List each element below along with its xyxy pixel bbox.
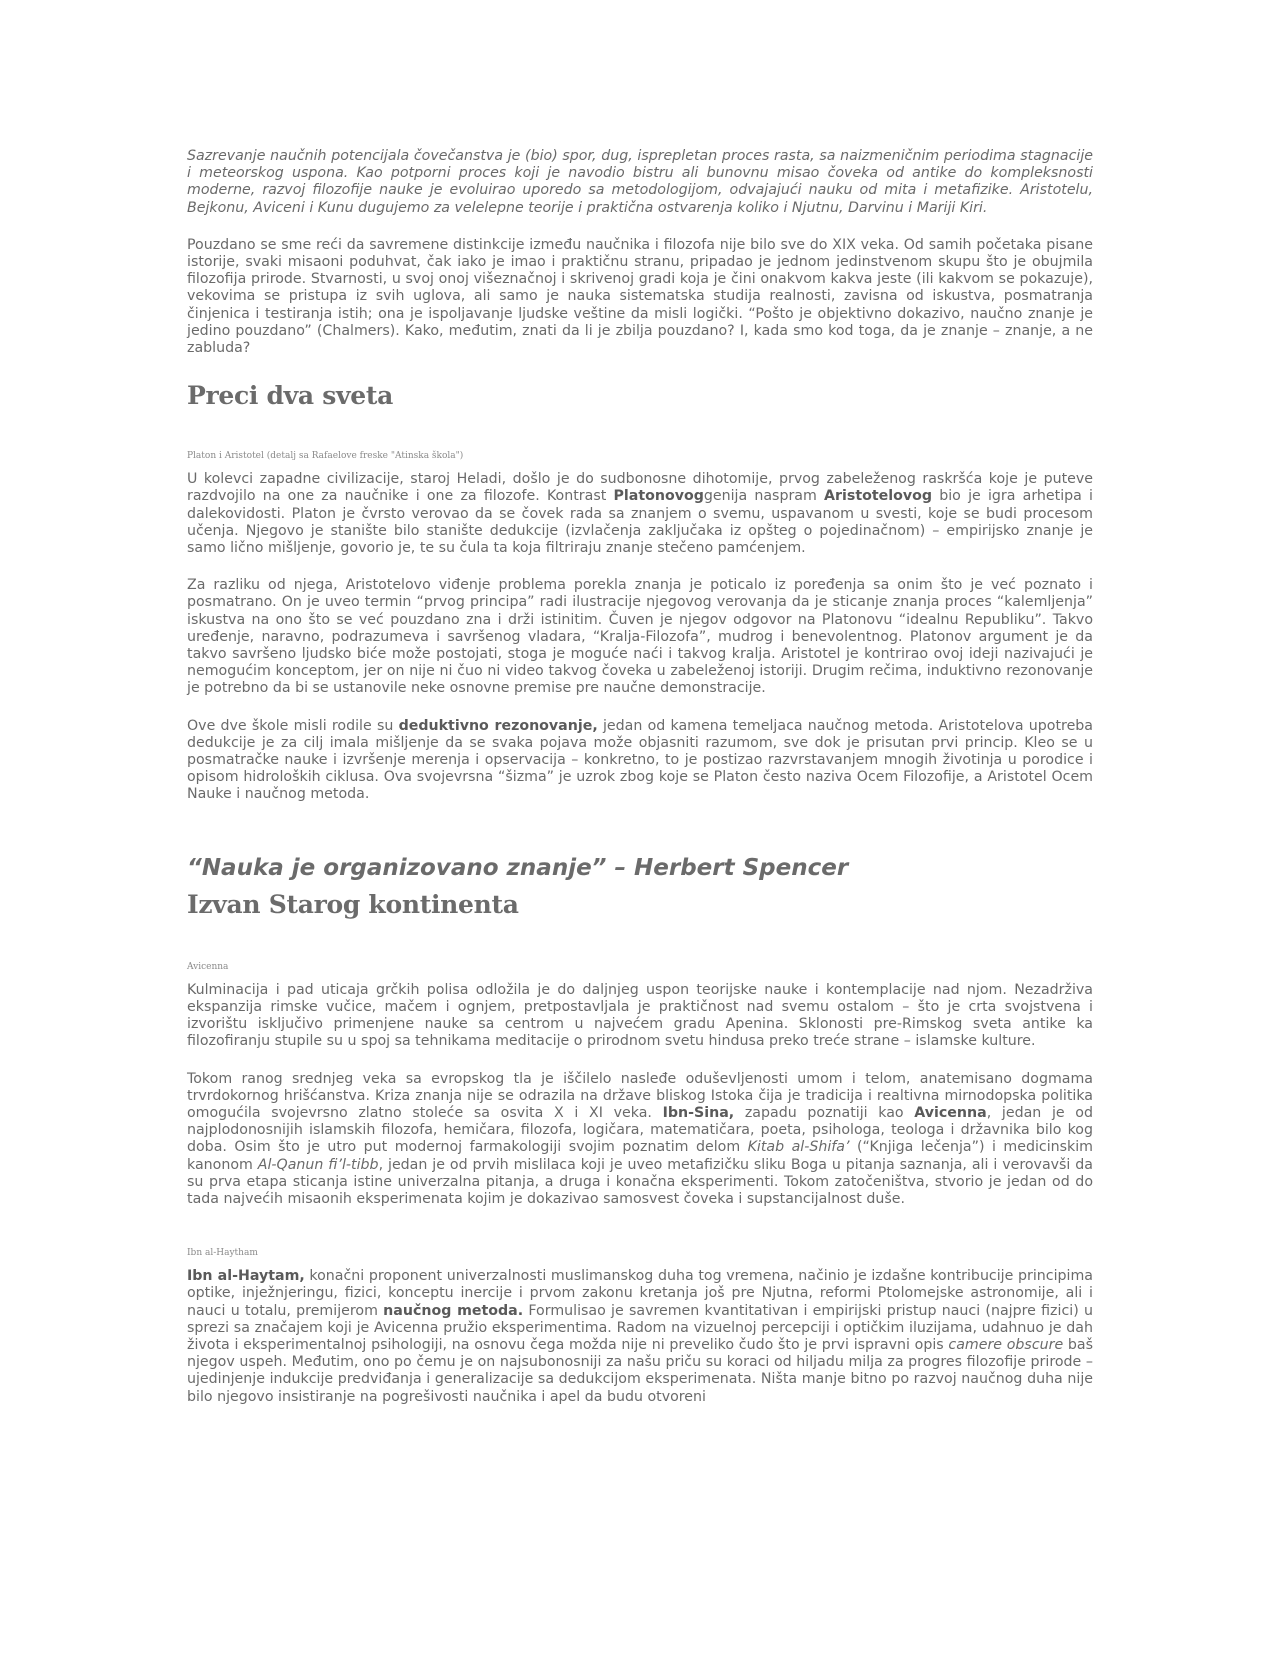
image-caption-avicenna: Avicenna bbox=[187, 961, 229, 972]
text-run: baš njegov uspeh. Međutim, ono po čemu je on najsubonosniji za našu priču su koraci od hiljadu milja za progres filozofije prirode – ujedinjenje indukcije predviđanja i generalizacije sa dedukcijom eksperimenata. Ništa manje bitno po razvoj naučnog duha nije bilo njegovo insistiranje na pogrešivosti naučnika i apel da budu otvoreni bbox=[187, 1336, 1094, 1405]
text-run: , jedan je od najplodonosnijih islamskih filozofa, hemičara, filozofa, logičara, matematičara, poeta, psihologa, teologa i državnika bilo kog doba. Osim što je utro put modernoj farmakologiji svojim poznatim delom bbox=[187, 1104, 1093, 1156]
image-caption-ibn-al-haytham: Ibn al-Haytham bbox=[187, 1248, 258, 1259]
text-run: genija naspram bbox=[703, 488, 825, 505]
paragraph-philosophy-of-nature: Pouzdano se sme reći da savremene distinkcije između naučnika i filozofa nije bilo sve do XIX veka. Od samih početaka pisane istorije, svaki misaoni poduhvat, čak iako je imao i praktičnu stranu, pripadao je jednom jedinstvenom skupu što je obujmila filozofija prirode. Stvarnosti, u svoj onoj višeznačnoj i skrivenoj gradi koja je čini onakvom kakva jeste (ili kakvom se pokazuje), vekovima se pristupa iz svih uglova, ali samo je nauka sistematska studija realnosti, zavisna od iskustva, posmatranja činjenica i testiranja istih; ona je ispoljavanje ljudske veštine da misli logički. “Pošto je objektivno dokazivo, naučno znanje je jedino pouzdano” (Chalmers). Kako, međutim, znati da li je zbilja pouzdano? I, kada smo kod toga, da je znanje – znanje, a ne zabluda? bbox=[187, 236, 1093, 357]
text-run: zapadu poznatiji kao bbox=[734, 1104, 915, 1121]
text-run: jedan od kamena temeljaca naučnog metoda. Aristotelova upotreba dedukcije je za cilj imala mišljenje da se svaka pojava može objasniti razumom, sve dok je prisutan prvi princip. Kleo se u posmatračke nauke i izvršenje merenja i opservacija – konkretno, to je postizao razvrstavanjem mnogih životinja u porodice i opisom hidroloških ciklusa. Ova svojevrsna “šizma” je uzrok zbog koje se Platon često naziva Ocem Filozofije, a Aristotel Ocem Nauke i naučnog metoda. bbox=[187, 717, 1093, 803]
italic-kitab-al-shifa: Kitab al-Shifa’ bbox=[747, 1139, 850, 1156]
bold-naucnog-metoda: naučnog metoda. bbox=[383, 1302, 524, 1319]
document-page bbox=[187, 148, 1093, 1426]
bold-aristotelovog: Aristotelovog bbox=[824, 488, 933, 505]
bold-ibn-al-haytam: Ibn al-Haytam, bbox=[187, 1268, 305, 1285]
paragraph-kulminacija: Kulminacija i pad uticaja grčkih polisa odložila je do daljnjeg uspon teorijske nauke i kontemplacije nad njom. Nezadrživa ekspanzija rimske vučice, mačem i ognjem, pretpostavljala je praktičnost nad svemu ostalom – što je crta svojstvena i izvorištu isključivo primenjene nauke sa centrom u najvećem gradu Apenina. Sklonosti pre-Rimskog sveta antike ka filozofiranju stupile su u spoj sa tehnikama meditacije o prirodnom svetu hindusa preko treće strane – islamske kulture. bbox=[187, 981, 1093, 1050]
text-run: Ove dve škole misli rodile su bbox=[187, 717, 399, 734]
image-caption-platon-aristotel: Platon i Aristotel (detalj sa Rafaelove freske "Atinska škola") bbox=[187, 451, 464, 462]
text-run: Tokom ranog srednjeg veka sa evropskog tla je iščilelo nasleđe oduševljenosti umom i telom, anatemisano dogmama trvrdokornog hrišćanstva. Kriza znanja nije se odrazila na države bliskog Istoka čija je tradicija i realtivna mirnodopska politika omogućila svojevrsno zlatno stoleće sa osvita X i XI veka. bbox=[187, 1070, 1093, 1121]
paragraph-aristotel: Za razliku od njega, Aristotelovo viđenje problema porekla znanja je poticalo iz poređenja sa onim što je već poznato i posmatrano. On je uveo termin “prvog principa” radi ilustracije njegovog verovanja da je sticanje znanja proces “kalemljenja” iskustva na ono što se već pouzdano zna i drži istinitim. Čuven je njegov odgovor na Platonovu “idealnu Republiku”. Takvo uređenje, naravno, podrazumeva i savršenog vladara, “Kralja-Filozofa”, mudrog i benevolentnog. Platonov argument je da takvo savršeno ljudsko biće može postojati, stoga je moguće naći i takvog kralja. Aristotel je kontrirao ovoj ideji nazivajući je nemogućim konceptom, jer on nije ni čuo ni video takvog čoveka u zabeleženoj istoriji. Drugim rečima, induktivno rezonovanje je potrebno da bi se ustanovile neke osnovne premise pre naučne demonstracije. bbox=[187, 577, 1093, 697]
text-run: U kolevci zapadne civilizacije, staroj Heladi, došlo je do sudbonosne dihotomije, prvog zabeleženog raskršća koje je puteve razdvojilo na one za naučnike i one za filozofe. Kontrast bbox=[187, 471, 1093, 505]
text-run: bio je igra arhetipa i dalekovidosti. Platon je čvrsto verovao da se čovek rada sa znanjem o svemu, uspavanom u svesti, koje se budi procesom učenja. Njegovo je stanište bilo stanište dedukcije (izvlačenja zaključaka iz opšteg o pojedinačnom) – empirijsko znanje je samo lično mišljenje, govorio je, te su čula ta koja filtriraju znanje stečeno pamćenjem. bbox=[187, 488, 1093, 557]
italic-camere-obscure: camere obscure bbox=[948, 1336, 1064, 1353]
italic-al-qanun: Al-Qanun fi’l-tibb bbox=[257, 1156, 379, 1173]
heading-izvan-starog-kontinenta: Izvan Starog kontinenta bbox=[187, 889, 519, 919]
bold-deduktivno-rezonovanje: deduktivno rezonovanje, bbox=[398, 717, 598, 734]
text-run: Formulisao je savremen kvantitativan i empirijski pristup nauci (najpre fizici) u sprezi sa značajem koji je Avicenna pružio eksperimentima. Radom na vizuelnoj percepciji i optičkim iluzijama, udahnuo je dah života i eksperimentalnoj psihologiji, na osnovu čega možda nije ni preveliko čudo što je prvi ispravni opis bbox=[187, 1302, 1093, 1353]
bold-platonovog: Platonovog bbox=[613, 488, 704, 505]
quote-herbert-spencer: “Nauka je organizovano znanje” – Herbert Spencer bbox=[187, 854, 849, 881]
paragraph-helada bbox=[187, 471, 1093, 557]
heading-preci-dva-sveta: Preci dva sveta bbox=[187, 381, 393, 411]
text-run: , jedan je od prvih mislilaca koji je uveo metafizičku sliku Boga u pitanja saznanja, ali i verovavši da su prva etapa sticanja istine univerzalna pitanja, a druga i konačna eksperimenti. Tokom zatočeništva, stvorio je jedan od do tada najvećih misaonih eksperimenata kojim je dokazivao samosvest čoveka i supstancijalnost duše. bbox=[187, 1156, 1094, 1207]
bold-avicenna: Avicenna bbox=[914, 1104, 987, 1121]
intro-paragraph: Sazrevanje naučnih potencijala čovečanstva je (bio) spor, dug, isprepletan proces rasta, sa naizmeničnim periodima stagnacije i meteorskog uspona. Kao potporni proces koji je navodio bistru ali bunovnu misao čoveka od antike do kompleksnosti moderne, razvoj filozofije nauke je evoluirao uporedo sa metodologijom, odvajajući nauku od mita i metafizike. Aristotelu, Bejkonu, Aviceni i Kunu dugujemo za velelepne teorije i praktična ostvarenja koliko i Njutnu, Darvinu i Mariji Kiri. bbox=[187, 148, 1093, 216]
paragraph-ibn-al-haytam bbox=[187, 1268, 1093, 1406]
paragraph-deduktivno bbox=[187, 718, 1093, 804]
bold-ibn-sina: Ibn-Sina, bbox=[662, 1104, 735, 1121]
text-run: konačni proponent univerzalnosti muslimanskog duha tog vremena, načinio je izdašne kontribucije principima optike, inježnjeringu, fizici, konceptu inercije i prvom zakonu kretanja još pre Njutna, reformi Ptolomejske astronomije, ali i nauci u totalu, premijerom bbox=[187, 1268, 1093, 1319]
text-run: (“Knjiga lečenja”) i medicinskim kanonom bbox=[187, 1139, 1093, 1173]
paragraph-srednji-vek bbox=[187, 1071, 1093, 1209]
